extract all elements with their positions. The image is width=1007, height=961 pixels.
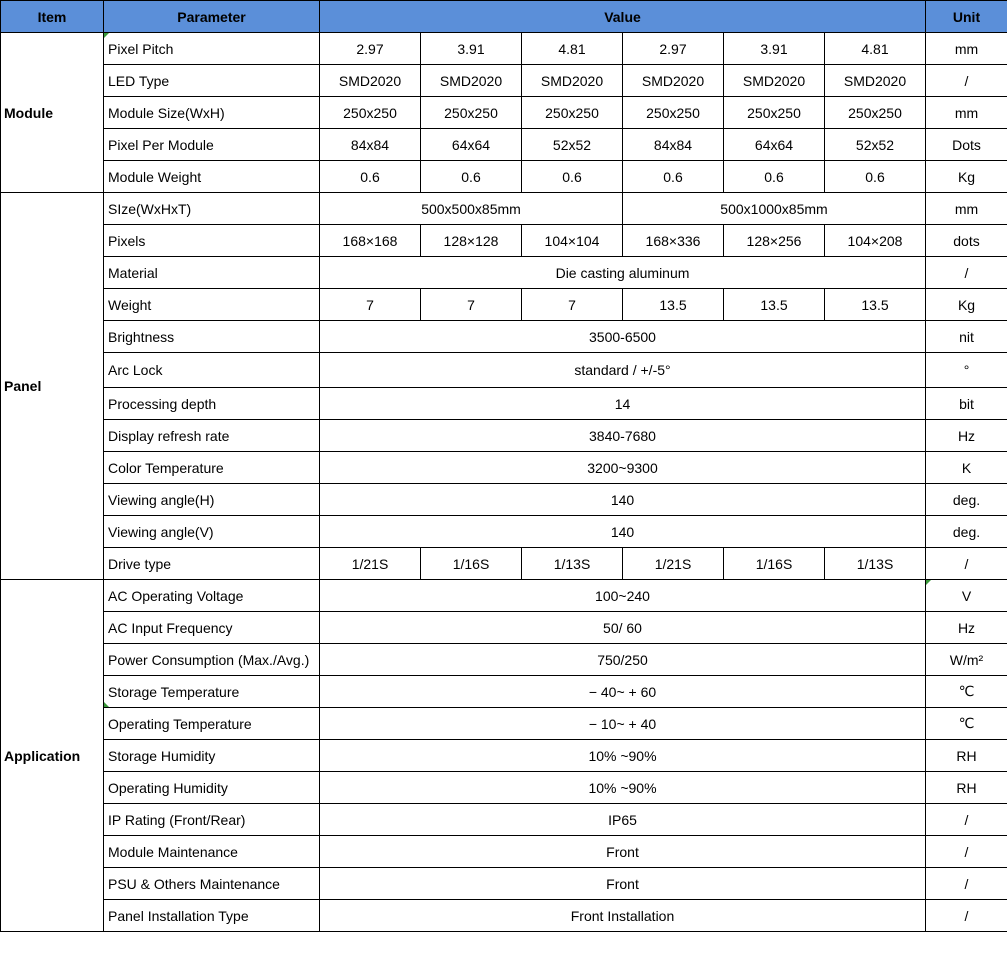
value-cell: 1/16S — [724, 548, 825, 580]
param-label: Module Weight — [104, 161, 320, 193]
unit-cell: V — [926, 580, 1007, 612]
value-cell: 10% ~90% — [320, 740, 926, 772]
table-row — [1, 516, 1007, 548]
param-label: AC Operating Voltage — [104, 580, 320, 612]
unit-cell: / — [926, 257, 1007, 289]
param-label: Module Maintenance — [104, 836, 320, 868]
value-cell: 52x52 — [825, 129, 926, 161]
unit-cell: / — [926, 548, 1007, 580]
value-cell: 52x52 — [522, 129, 623, 161]
value-cell: 500x500x85mm — [320, 193, 623, 225]
unit-cell: K — [926, 452, 1007, 484]
table-row — [1, 868, 1007, 900]
value-cell: 2.97 — [320, 33, 421, 65]
param-label: Module Size(WxH) — [104, 97, 320, 129]
table-row — [1, 772, 1007, 804]
param-label: Operating Humidity — [104, 772, 320, 804]
table-row — [1, 129, 1007, 161]
param-label: Power Consumption (Max./Avg.) — [104, 644, 320, 676]
value-cell: 13.5 — [724, 289, 825, 321]
table-row — [1, 612, 1007, 644]
table-row — [1, 289, 1007, 321]
value-cell: 250x250 — [825, 97, 926, 129]
param-label: Color Temperature — [104, 452, 320, 484]
value-cell: 168×336 — [623, 225, 724, 257]
param-label: Processing depth — [104, 388, 320, 420]
unit-cell: dots — [926, 225, 1007, 257]
table-row — [1, 676, 1007, 708]
value-cell: 0.6 — [522, 161, 623, 193]
value-cell: Front Installation — [320, 900, 926, 932]
value-cell: 10% ~90% — [320, 772, 926, 804]
unit-cell: Kg — [926, 289, 1007, 321]
unit-cell: / — [926, 804, 1007, 836]
unit-cell: / — [926, 900, 1007, 932]
param-label: PSU & Others Maintenance — [104, 868, 320, 900]
value-cell: 0.6 — [421, 161, 522, 193]
value-cell: 100~240 — [320, 580, 926, 612]
header-row — [1, 1, 1007, 33]
header-item: Item — [1, 1, 104, 33]
value-cell: 13.5 — [825, 289, 926, 321]
unit-cell: ℃ — [926, 708, 1007, 740]
table-row — [1, 452, 1007, 484]
value-cell: 84x84 — [320, 129, 421, 161]
value-cell: 1/13S — [522, 548, 623, 580]
value-cell: 50/ 60 — [320, 612, 926, 644]
param-label: Operating Temperature — [104, 708, 320, 740]
value-cell: 250x250 — [724, 97, 825, 129]
value-cell: 1/13S — [825, 548, 926, 580]
param-label: SIze(WxHxT) — [104, 193, 320, 225]
value-cell: 3.91 — [421, 33, 522, 65]
table-row — [1, 420, 1007, 452]
value-cell: 0.6 — [724, 161, 825, 193]
param-label: Storage Temperature — [104, 676, 320, 708]
unit-cell: Hz — [926, 420, 1007, 452]
unit-cell: mm — [926, 97, 1007, 129]
value-cell: 1/21S — [623, 548, 724, 580]
param-label: Weight — [104, 289, 320, 321]
value-cell: standard / +/-5° — [320, 353, 926, 388]
table-row — [1, 65, 1007, 97]
value-cell: 0.6 — [825, 161, 926, 193]
table-row — [1, 225, 1007, 257]
param-label: AC Input Frequency — [104, 612, 320, 644]
value-cell: 0.6 — [623, 161, 724, 193]
value-cell: 140 — [320, 516, 926, 548]
value-cell: 7 — [421, 289, 522, 321]
value-cell: 168×168 — [320, 225, 421, 257]
value-cell: Front — [320, 836, 926, 868]
value-cell: 104×104 — [522, 225, 623, 257]
unit-cell: deg. — [926, 516, 1007, 548]
table-row — [1, 740, 1007, 772]
value-cell: − 40~ + 60 — [320, 676, 926, 708]
value-cell: 13.5 — [623, 289, 724, 321]
param-label: Arc Lock — [104, 353, 320, 388]
unit-cell: RH — [926, 772, 1007, 804]
unit-cell: W/m² — [926, 644, 1007, 676]
table-row — [1, 193, 1007, 225]
param-label: Material — [104, 257, 320, 289]
value-cell: 84x84 — [623, 129, 724, 161]
value-cell: 250x250 — [421, 97, 522, 129]
param-label: Panel Installation Type — [104, 900, 320, 932]
value-cell: 250x250 — [320, 97, 421, 129]
unit-cell: Hz — [926, 612, 1007, 644]
value-cell: 64x64 — [421, 129, 522, 161]
value-cell: 128×128 — [421, 225, 522, 257]
param-label: IP Rating (Front/Rear) — [104, 804, 320, 836]
value-cell: 128×256 — [724, 225, 825, 257]
header-parameter: Parameter — [104, 1, 320, 33]
value-cell: 3200~9300 — [320, 452, 926, 484]
value-cell: SMD2020 — [320, 65, 421, 97]
value-cell: SMD2020 — [421, 65, 522, 97]
value-cell: 3500-6500 — [320, 321, 926, 353]
value-cell: SMD2020 — [825, 65, 926, 97]
value-cell: 2.97 — [623, 33, 724, 65]
group-label-panel: Panel — [1, 193, 104, 580]
value-cell: 250x250 — [522, 97, 623, 129]
value-cell: 0.6 — [320, 161, 421, 193]
unit-cell: mm — [926, 193, 1007, 225]
header-unit: Unit — [926, 1, 1007, 33]
param-label: Storage Humidity — [104, 740, 320, 772]
value-cell: 140 — [320, 484, 926, 516]
value-cell: IP65 — [320, 804, 926, 836]
unit-cell: Kg — [926, 161, 1007, 193]
param-label: Pixel Per Module — [104, 129, 320, 161]
table-row — [1, 548, 1007, 580]
unit-cell: ° — [926, 353, 1007, 388]
unit-cell: / — [926, 65, 1007, 97]
unit-cell: bit — [926, 388, 1007, 420]
param-label: Viewing angle(H) — [104, 484, 320, 516]
value-cell: 1/16S — [421, 548, 522, 580]
value-cell: SMD2020 — [724, 65, 825, 97]
unit-cell: deg. — [926, 484, 1007, 516]
group-label-module: Module — [1, 33, 104, 193]
table-row — [1, 321, 1007, 353]
param-label: Pixels — [104, 225, 320, 257]
table-row — [1, 257, 1007, 289]
value-cell: 14 — [320, 388, 926, 420]
table-row — [1, 900, 1007, 932]
table-row — [1, 97, 1007, 129]
group-label-application: Application — [1, 580, 104, 932]
param-label: Display refresh rate — [104, 420, 320, 452]
table-row — [1, 836, 1007, 868]
value-cell: 7 — [522, 289, 623, 321]
value-cell: SMD2020 — [522, 65, 623, 97]
table-row — [1, 804, 1007, 836]
unit-cell: Dots — [926, 129, 1007, 161]
table-row — [1, 484, 1007, 516]
table-row — [1, 580, 1007, 612]
value-cell: 3.91 — [724, 33, 825, 65]
unit-cell: RH — [926, 740, 1007, 772]
table-row — [1, 388, 1007, 420]
table-row — [1, 708, 1007, 740]
param-label: LED Type — [104, 65, 320, 97]
unit-cell: ℃ — [926, 676, 1007, 708]
unit-cell: / — [926, 868, 1007, 900]
value-cell: 4.81 — [522, 33, 623, 65]
value-cell: 750/250 — [320, 644, 926, 676]
unit-cell: mm — [926, 33, 1007, 65]
value-cell: 7 — [320, 289, 421, 321]
value-cell: SMD2020 — [623, 65, 724, 97]
param-label: Viewing angle(V) — [104, 516, 320, 548]
param-label: Brightness — [104, 321, 320, 353]
value-cell: Die casting aluminum — [320, 257, 926, 289]
table-row — [1, 33, 1007, 65]
value-cell: 3840-7680 — [320, 420, 926, 452]
param-label: Pixel Pitch — [104, 33, 320, 65]
table-row — [1, 161, 1007, 193]
value-cell: 500x1000x85mm — [623, 193, 926, 225]
value-cell: 1/21S — [320, 548, 421, 580]
table-row — [1, 644, 1007, 676]
value-cell: 4.81 — [825, 33, 926, 65]
table-row — [1, 353, 1007, 388]
param-label: Drive type — [104, 548, 320, 580]
value-cell: 64x64 — [724, 129, 825, 161]
value-cell: 104×208 — [825, 225, 926, 257]
unit-cell: / — [926, 836, 1007, 868]
unit-cell: nit — [926, 321, 1007, 353]
value-cell: − 10~ + 40 — [320, 708, 926, 740]
header-value: Value — [320, 1, 926, 33]
value-cell: 250x250 — [623, 97, 724, 129]
value-cell: Front — [320, 868, 926, 900]
